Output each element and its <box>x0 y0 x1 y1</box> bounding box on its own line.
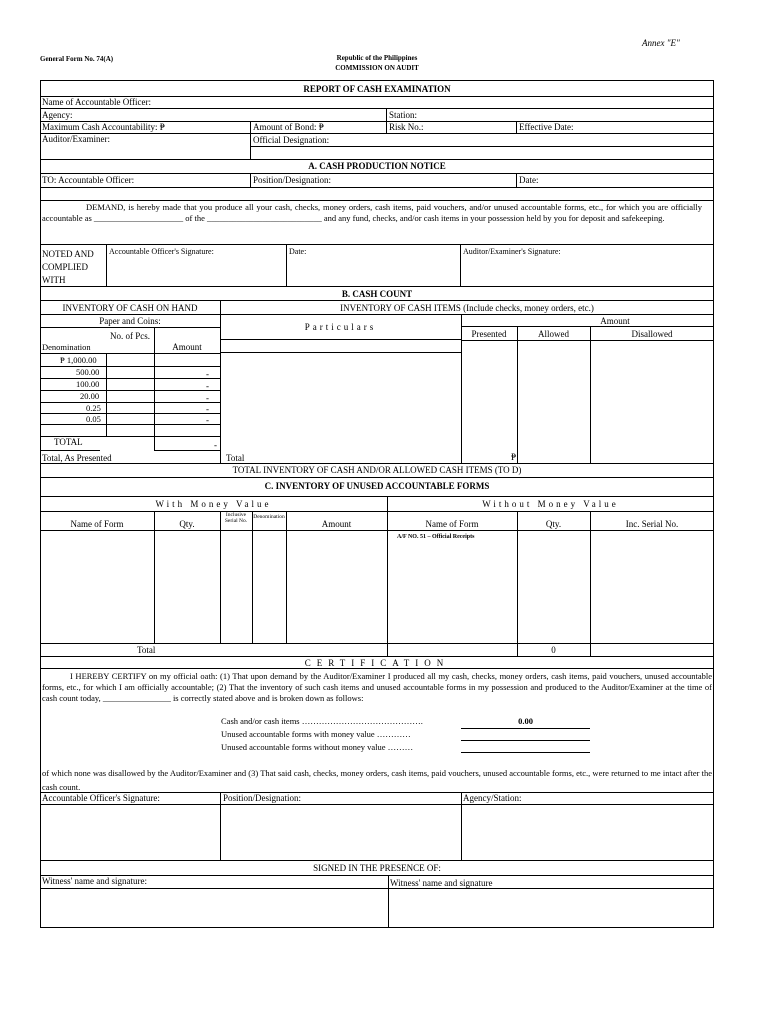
position-field[interactable]: Position/Designation: <box>253 175 332 185</box>
amount-c-header: Amount <box>321 519 352 529</box>
witness-1-field[interactable]: Witness' name and signature: <box>42 876 147 886</box>
denom-1000: ₱ 1,000.00 <box>60 355 97 365</box>
to-officer-field[interactable]: TO: Accountable Officer: <box>42 175 135 185</box>
cash-total-value: - <box>214 440 217 450</box>
annex-label: Annex "E" <box>642 38 680 48</box>
section-a-title: A. CASH PRODUCTION NOTICE <box>308 161 446 171</box>
officer-name-field[interactable]: Name of Accountable Officer: <box>42 97 152 107</box>
total-inventory-label: TOTAL INVENTORY OF CASH AND/OR ALLOWED CASH ITEMS (TO D) <box>232 465 522 475</box>
certification-closing: of which none was disallowed by the Auditor/Examiner and (3) That said cash, checks, money orders, cash items, paid vouchers, unused accountable forms, etc., were returned to me intact after the cash count. <box>42 768 712 792</box>
amount-header: Amount <box>172 342 202 352</box>
witness-2-field[interactable]: Witness' name and signature <box>390 878 493 888</box>
cert-position-field[interactable]: Position/Designation: <box>223 793 302 803</box>
denom-20: 20.00 <box>80 391 100 401</box>
items-total-label: Total <box>226 453 245 463</box>
republic-label: Republic of the Philippines <box>336 54 418 62</box>
report-title: REPORT OF CASH EXAMINATION <box>303 84 451 94</box>
without-money-label: Unused accountable forms without money value ……… <box>221 742 414 752</box>
form-number: General Form No. 74(A) <box>40 55 114 63</box>
denomination-c-header: Denomination <box>253 514 285 520</box>
section-c-title: C. INVENTORY OF UNUSED ACCOUNTABLE FORMS <box>264 481 490 491</box>
denom-025: 0.25 <box>86 403 101 413</box>
cash-total-label: TOTAL <box>54 437 83 447</box>
amount-100: - <box>206 381 209 391</box>
name-of-form-header: Name of Form <box>70 519 124 529</box>
without-money-value-header: Without Money Value <box>482 499 619 509</box>
total-presented-label: Total, As Presented <box>42 453 112 463</box>
denom-500: 500.00 <box>76 367 100 377</box>
with-money-value-header: With Money Value <box>155 499 272 509</box>
presented-header: Presented <box>471 329 507 339</box>
official-designation-field[interactable]: Official Designation: <box>253 135 330 145</box>
amount-025: - <box>206 404 209 414</box>
inventory-cash-header: INVENTORY OF CASH ON HAND <box>62 303 198 313</box>
disallowed-header: Disallowed <box>631 329 673 339</box>
name-of-form-header-2: Name of Form <box>425 519 479 529</box>
af51-entry: A/F NO. 51 – Official Receipts <box>397 534 475 540</box>
particulars-header: Particulars <box>304 322 377 332</box>
amount-500: - <box>206 369 209 379</box>
date-field[interactable]: Date: <box>519 175 539 185</box>
qty-total-value: 0 <box>551 645 556 655</box>
noted-complied-label: NOTED AND COMPLIED WITH <box>42 249 94 285</box>
signed-presence-title: SIGNED IN THE PRESENCE OF: <box>313 863 441 873</box>
auditor-field[interactable]: Auditor/Examiner: <box>42 134 110 144</box>
risk-no-field[interactable]: Risk No.: <box>389 122 424 132</box>
allowed-header: Allowed <box>538 329 569 339</box>
inc-serial-header: Inc. Serial No. <box>625 519 679 529</box>
section-b-title: B. CASH COUNT <box>341 289 413 299</box>
certification-body: I HEREBY CERTIFY on my official oath: (1) That upon demand by the Auditor/Examiner I produced all my cash, checks, money orders, cash items, paid vouchers, unused accountable forms, etc., for which I am officially accountable; (2) That the inventory of such cash items and unused accountable forms in my possession and produced to the Auditor/Examiner at the time of cash count today, ________________ is correctly stated above and is broken down as follows: <box>42 671 712 703</box>
cash-items-value: 0.00 <box>518 716 533 726</box>
coa-label: COMMISSION ON AUDIT <box>335 64 419 72</box>
date-signature-field[interactable]: Date: <box>289 247 307 256</box>
denomination-header: Denomination <box>42 342 91 352</box>
items-amount-header: Amount <box>600 316 630 326</box>
with-money-label: Unused accountable forms with money value ………… <box>221 729 411 739</box>
peso-sign: ₱ <box>511 452 517 462</box>
amount-005: - <box>206 415 209 425</box>
agency-field[interactable]: Agency: <box>42 110 73 120</box>
inclusive-serial-header: Inclusive Serial No. <box>224 512 248 524</box>
auditor-signature-field[interactable]: Auditor/Examiner's Signature: <box>463 247 561 256</box>
station-field[interactable]: Station: <box>389 110 418 120</box>
officer-signature-field[interactable]: Accountable Officer's Signature: <box>109 247 214 256</box>
amount-20: - <box>206 393 209 403</box>
cert-officer-signature-field[interactable]: Accountable Officer's Signature: <box>42 793 160 803</box>
effective-date-field[interactable]: Effective Date: <box>519 122 574 132</box>
denom-005: 0.05 <box>86 414 101 424</box>
max-accountability-field[interactable]: Maximum Cash Accountability: ₱ <box>42 122 165 132</box>
paper-coins-label: Paper and Coins: <box>99 316 161 326</box>
bond-amount-field[interactable]: Amount of Bond: ₱ <box>253 122 324 132</box>
cash-items-label: Cash and/or cash items ……………………………………. <box>221 716 423 726</box>
no-of-pcs-header: No. of Pcs. <box>110 331 150 341</box>
qty-header-2: Qty. <box>545 519 562 529</box>
demand-text: DEMAND, is hereby made that you produce all your cash, checks, money orders, cash items, paid vouchers, and/or unused accountable forms, etc., for which you are officially accountable as _____________________ of the ___________________________ and any fund, checks, and/or cash items in your possession held by you for deposit and safekeeping. <box>42 202 702 223</box>
denom-100: 100.00 <box>76 379 100 389</box>
certification-title: CERTIFICATION <box>304 658 450 668</box>
qty-header: Qty. <box>179 519 195 529</box>
section-c-total-label: Total <box>137 645 156 655</box>
inventory-items-header: INVENTORY OF CASH ITEMS (Include checks, money orders, etc.) <box>340 303 594 313</box>
cert-agency-field[interactable]: Agency/Station: <box>463 793 522 803</box>
